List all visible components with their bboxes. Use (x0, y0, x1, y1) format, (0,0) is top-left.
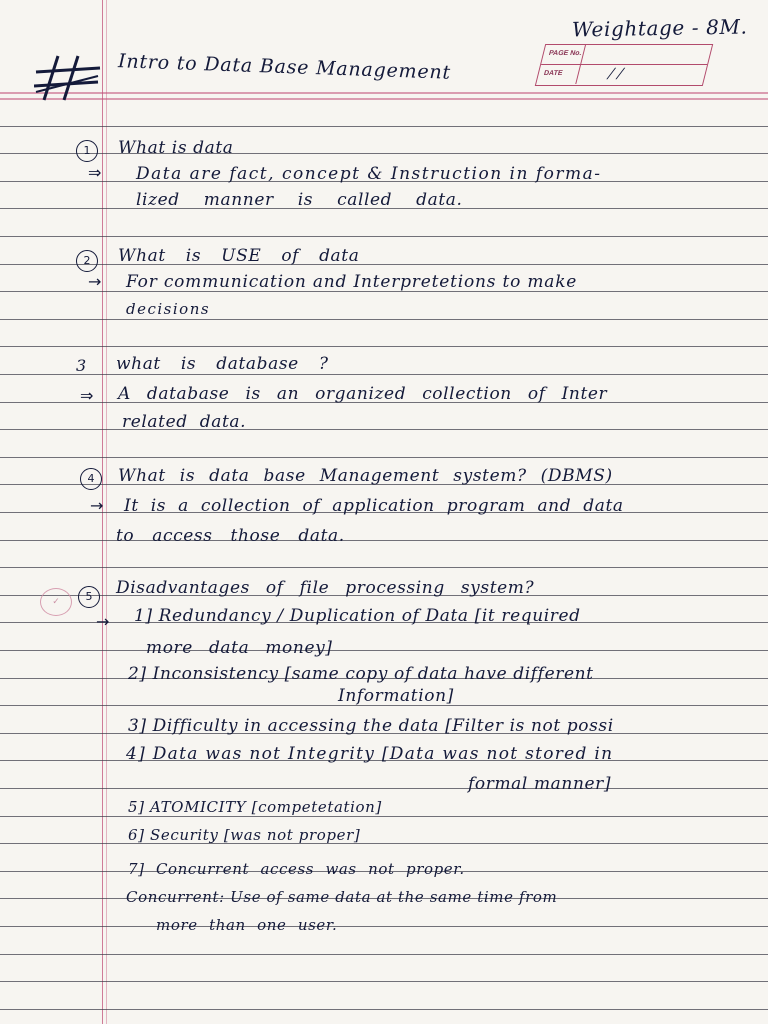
page-title: Intro to Data Base Management (117, 50, 452, 84)
ruled-line (0, 429, 768, 430)
hash-symbol (34, 52, 104, 102)
ruled-line (0, 650, 768, 651)
answer-4-line-2: to access those data. (116, 526, 345, 546)
answer-5-line-12: more than one user. (156, 916, 338, 934)
answer-1-line-2: lized manner is called data. (136, 190, 463, 210)
answer-2-line-2: decisions (126, 300, 211, 318)
arrow-icon: ⇒ (80, 386, 94, 405)
ruled-line (0, 153, 768, 154)
arrow-icon: → (96, 612, 110, 631)
ruled-line (0, 236, 768, 237)
answer-3-line-2: related data. (122, 412, 247, 432)
question-5-marker: 5 (78, 586, 100, 608)
arrow-icon: → (90, 496, 104, 515)
date-row (536, 65, 707, 84)
answer-5-line-10: 7] Concurrent access was not proper. (128, 860, 465, 878)
date-label: DATE (536, 65, 581, 84)
ruled-line (0, 98, 768, 100)
answer-4-line-1: It is a collection of application program and data (124, 496, 624, 516)
question-5-text: Disadvantages of file processing system? (116, 578, 535, 598)
answer-5-line-2: more data money] (146, 638, 333, 658)
ruled-line (0, 816, 768, 817)
ruled-line (0, 926, 768, 927)
question-3-marker: 3 (76, 356, 87, 375)
question-1-text: What is data (118, 138, 234, 158)
answer-5-line-8: 5] ATOMICITY [competetation] (128, 798, 382, 816)
ruled-line (0, 567, 768, 568)
question-4-text: What is data base Management system? (DBMS) (118, 466, 613, 486)
answer-3-line-1: A database is an organized collection of Inter (118, 384, 608, 404)
ruled-line (0, 788, 768, 789)
answer-5-line-1: 1] Redundancy / Duplication of Data [it required (134, 606, 581, 626)
ruled-line (0, 264, 768, 265)
answer-2-line-1: For communication and Interpretetions to make (126, 272, 578, 292)
ruled-line (0, 346, 768, 347)
ruled-line (0, 981, 768, 982)
question-3-text: what is database ? (116, 354, 329, 374)
answer-5-line-4: Information] (338, 686, 454, 706)
weightage-note: Weightage - 8M. (571, 14, 748, 42)
ruled-line (0, 1009, 768, 1010)
answer-5-line-9: 6] Security [was not proper] (128, 826, 361, 844)
answer-5-line-6: 4] Data was not Integrity [Data was not stored in (126, 744, 614, 764)
page-date-stamp (535, 44, 713, 86)
ruled-line (0, 319, 768, 320)
answer-5-line-3: 2] Inconsistency [same copy of data have different (128, 664, 594, 684)
ruled-line (0, 457, 768, 458)
review-mark-icon: ✓ (40, 588, 72, 616)
page-no-label: PAGE No. (541, 45, 586, 64)
answer-5-line-11: Concurrent: Use of same data at the same time from (126, 888, 558, 906)
question-2-text: What is USE of data (118, 246, 360, 266)
arrow-icon: → (88, 272, 102, 291)
answer-5-line-5: 3] Difficulty in accessing the data [Filter is not possi (128, 716, 614, 736)
ruled-line (0, 374, 768, 375)
question-1-marker: 1 (76, 140, 98, 162)
question-2-marker: 2 (76, 250, 98, 272)
page-no-row (541, 45, 712, 65)
page-no-value (581, 45, 712, 64)
answer-1-line-1: Data are fact, concept & Instruction in forma- (136, 164, 602, 184)
header-line (0, 92, 768, 94)
question-4-marker: 4 (80, 468, 102, 490)
arrow-icon: ⇒ (88, 163, 102, 182)
ruled-line (0, 126, 768, 127)
answer-5-line-7: formal manner] (468, 774, 612, 794)
ruled-line (0, 954, 768, 955)
ruled-line (0, 843, 768, 844)
date-value: / / (606, 66, 625, 82)
